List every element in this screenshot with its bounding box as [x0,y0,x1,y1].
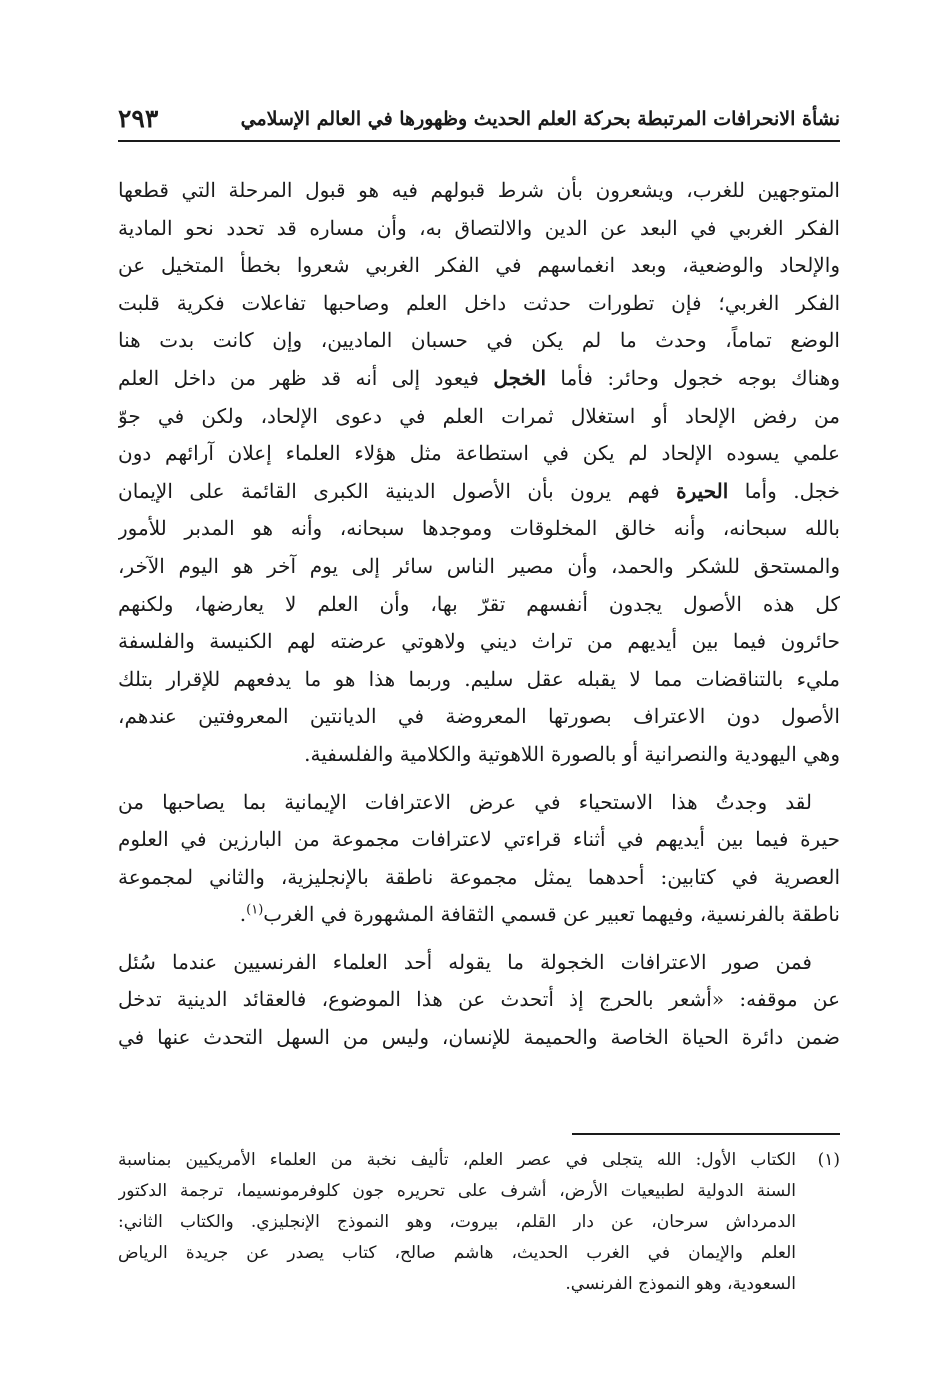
header-rule [118,140,840,142]
footnote-line: الدمرداش سرحان، عن دار القلم، بيروت، وهو النموذج الإنجليزي. والكتاب الثاني: [118,1212,796,1232]
text-line: الوضع تماماً، وحدث ما لم يكن في حسبان الماديين، وإن كانت بدت هنا [118,328,840,353]
footnote-line: السنة الدولية لطبيعيات الأرض، أشرف على تحريره جون كلوفرمونسيما، ترجمة الدكتور [118,1181,796,1201]
text-line: والمستحق للشكر والحمد، وأن مصير الناس سائر إلى يوم آخر هو اليوم الآخر، [118,553,840,578]
text-run: وهناك بوجه خجول وحائر: فأما [546,365,840,390]
text-line: مليء بالتناقضات مما لا يقبله عقل سليم. وربما هذا هو ما يدفعهم للإقرار بتلك [118,666,840,691]
text-line: العصرية في كتابين: أحدهما يمثل مجموعة ناطقة بالإنجليزية، والثاني لمجموعة [118,864,840,889]
footnote-body [118,1145,796,1300]
body-text [118,172,840,1057]
text-line: حيرة فيما بين أيديهم في أثناء قراءتي لاعترافات مجموعة من البارزين في العلوم [118,827,840,852]
text-line: علمي يسوده الإلحاد لم يكن في استطاعة مثل هؤلاء العلماء إعلان آرائهم دون [118,441,840,466]
text-run: ناطقة بالفرنسية، وفيهما تعبير عن قسمي الثقافة المشهورة في الغرب [263,902,840,927]
bold-term: الحيرة [676,478,729,503]
text-line: بالله سبحانه، وأنه خالق المخلوقات وموجدها سبحانه، وأنه هو المدبر للأمور [118,516,840,541]
text-line [118,896,840,934]
text-line: من رفض الإلحاد أو استغلال ثمرات العلم في دعوى الإلحاد، ولكن في جوّ [118,403,840,428]
text-line: ضمن دائرة الحياة الخاصة والحميمة للإنسان، وليس من السهل التحدث عنها في [118,1025,840,1050]
text-run: فهم يرون بأن الأصول الدينية الكبرى القائمة على الإيمان [118,478,677,503]
text-run: فيعود إلى أنه قد ظهر من داخل العلم [118,365,494,390]
text-line: فمن صور الاعترافات الخجولة ما يقوله أحد العلماء الفرنسيين عندما سُئل [118,949,812,974]
text-line [118,360,840,398]
footnote-line: الكتاب الأول: الله يتجلى في عصر العلم، تأليف نخبة من العلماء الأمريكيين بمناسبة [118,1150,796,1170]
footnote-number: (١) [817,1150,840,1170]
text-line: كل هذه الأصول يجدون أنفسهم تقرّ بها، وأن العلم لا يعارضها، ولكنهم [118,591,840,616]
text-line: حائرون فيما بين أيديهم من تراث ديني ولاهوتي عرضته لهم الكنيسة والفلسفة [118,629,840,654]
footnote-rule [572,1133,840,1135]
bold-term: الخجل [493,365,547,390]
text-line: لقد وجدتُ هذا الاستحياء في عرض الاعترافات الإيمانية بما يصاحبها من [118,789,812,814]
text-line: الفكر الغربي؛ فإن تطورات حدثت داخل العلم وصاحبها تفاعلات فكرية قلبت [118,290,840,315]
text-line: الفكر الغربي في البعد عن الدين والالتصاق به، وأن مساره قد تحدد نحو المادية [118,215,840,240]
text-line: وهي اليهودية والنصرانية أو بالصورة اللاهوتية والكلامية والفلسفية. [304,741,840,766]
text-line [118,473,840,511]
footnote [118,1145,840,1300]
header-title: نشأة الانحرافات المرتبطة بحركة العلم الحديث وظهورها في العالم الإسلامي [240,108,840,130]
text-run: . [239,902,247,927]
running-header [118,104,840,140]
text-line: الأصول دون الاعتراف بصورتها المعروضة في الديانتين المعروفتين عندهم، [118,704,840,729]
text-line: والإلحاد والوضعية، وبعد انغماسهم في الفكر الغربي شعروا بخطأ المتخيل عن [118,253,840,278]
text-line: المتوجهين للغرب، ويشعرون بأن شرط قبولهم فيه هو قبول المرحلة التي قطعها [118,178,840,202]
footnote-reference[interactable]: (١) [246,902,264,918]
footnote-line: السعودية، وهو النموذج الفرنسي. [565,1274,796,1294]
footnote-line: العلم والإيمان في الغرب الحديث، هاشم صالح، كتاب يصدر عن جريدة الرياض [118,1243,796,1263]
paragraph-gap [118,934,840,944]
paragraph-gap [118,774,840,784]
page-number: ٢٩٣ [118,104,159,133]
text-run: خجل. وأما [728,478,840,503]
text-line: عن موقفه: «أشعر بالحرج إذ أتحدث عن هذا الموضوع، فالعقائد الدينية تدخل [118,987,840,1012]
